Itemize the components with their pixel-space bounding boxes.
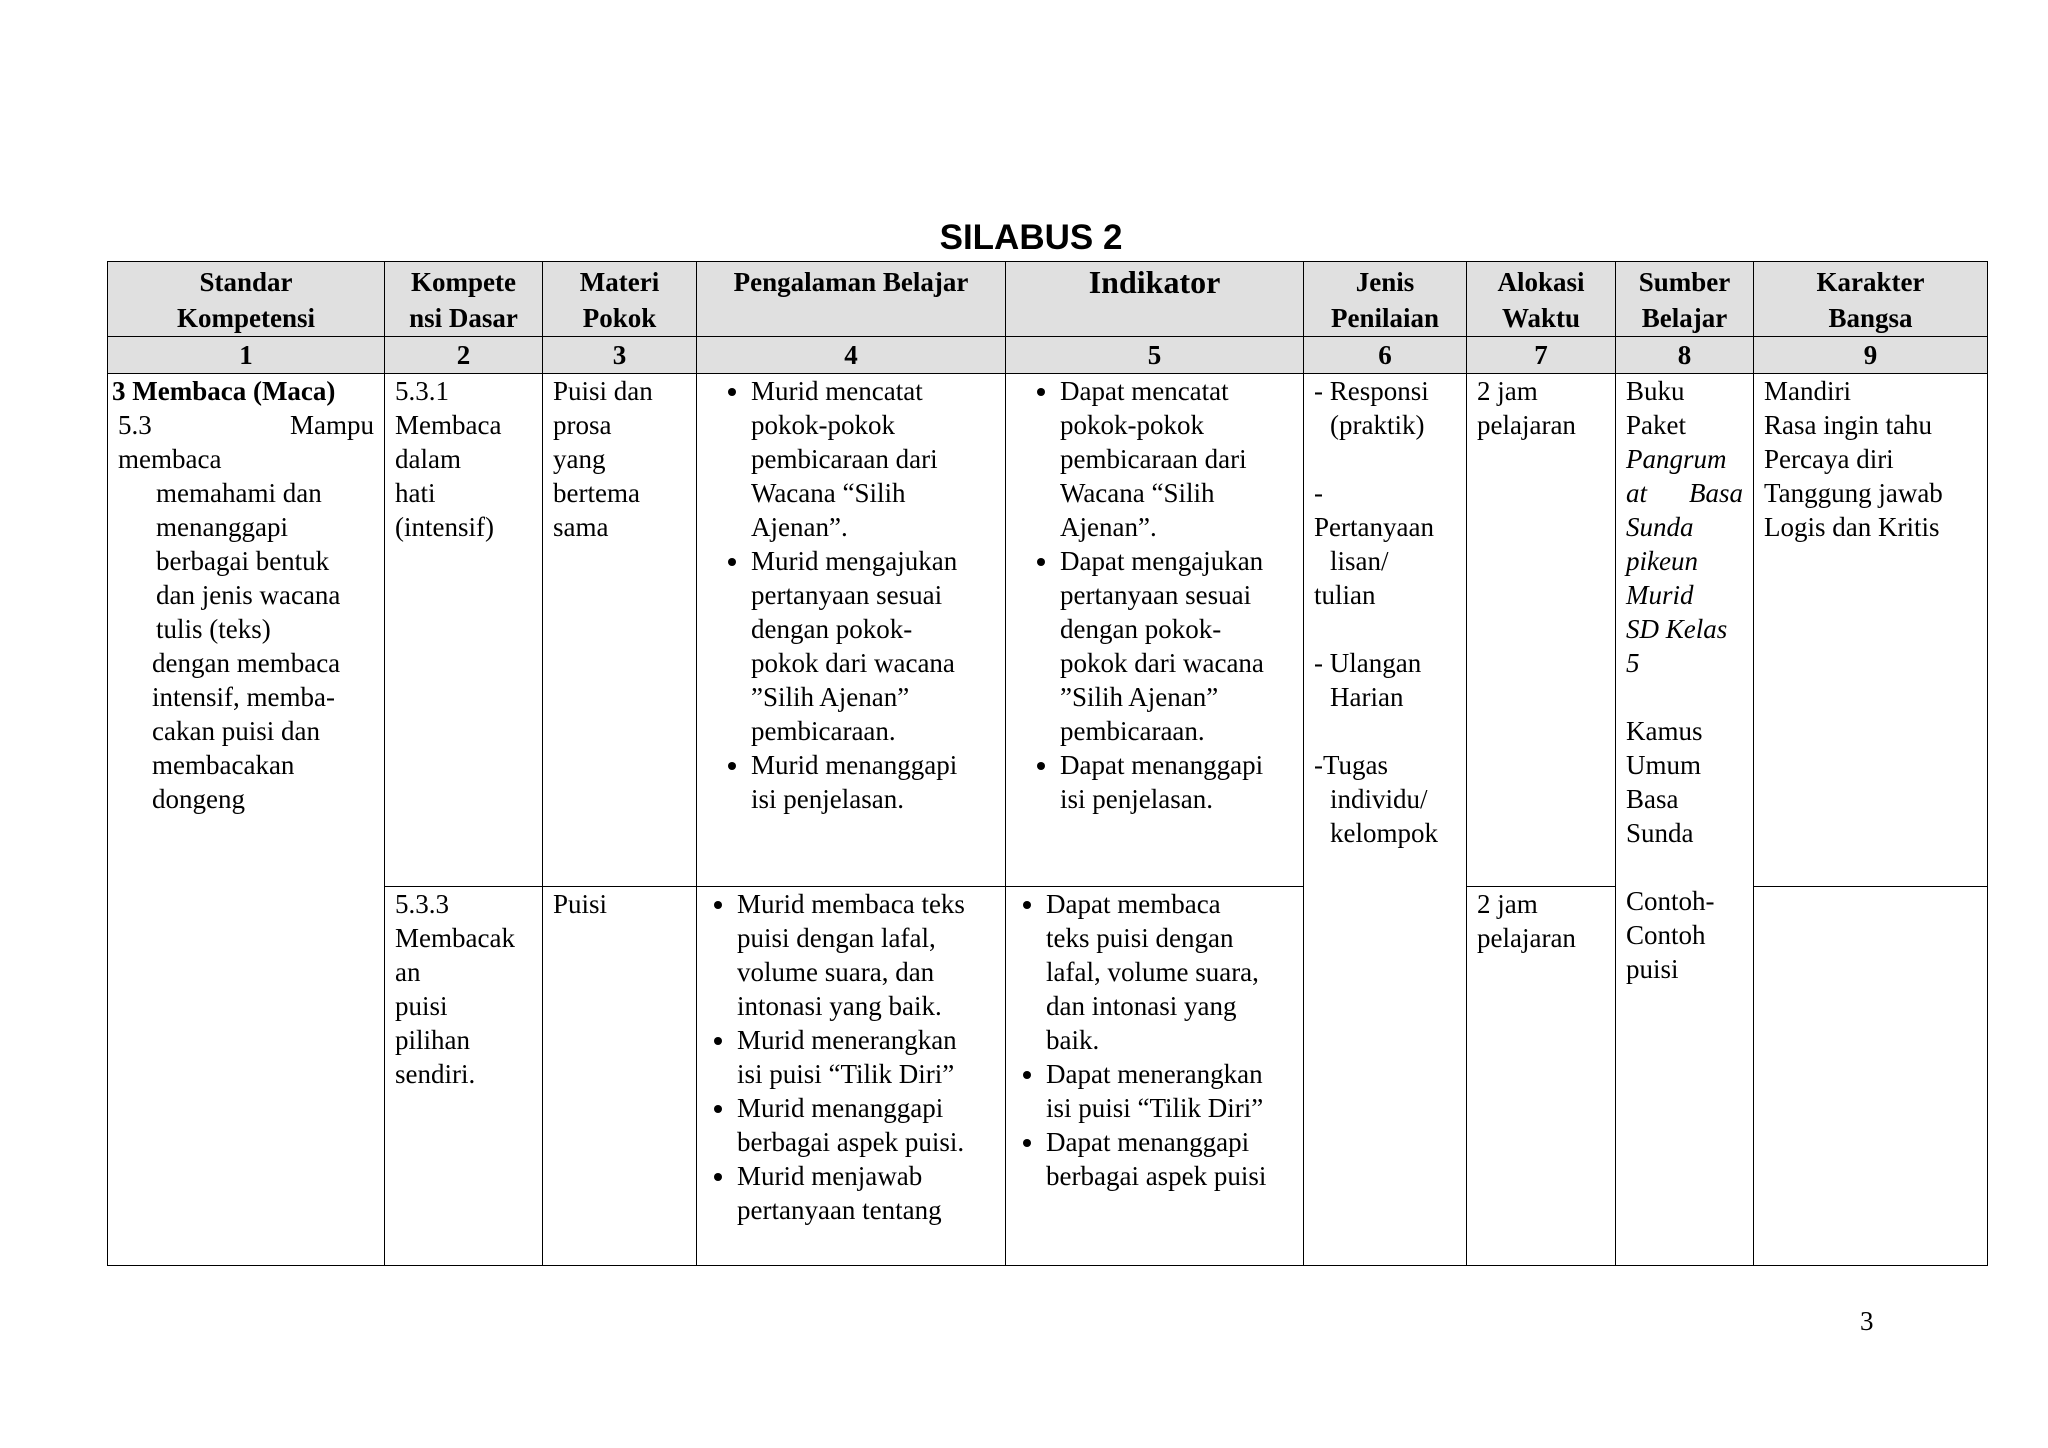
page-title: SILABUS 2	[939, 218, 1123, 257]
column-number: 6	[1304, 337, 1467, 374]
header-alokasi-waktu: Alokasi Waktu	[1467, 262, 1616, 337]
list-item: • Dapat mengajukan pertanyaan sesuai dengan pokok- pokok dari wacana ”Silih Ajenan” pembicaraan.	[1060, 544, 1293, 748]
pengalaman-belajar-cell	[697, 887, 1006, 1266]
indikator-cell	[1006, 887, 1304, 1266]
column-number: 1	[108, 337, 385, 374]
header-pengalaman-belajar: Pengalaman Belajar	[697, 262, 1006, 337]
list-item: • Murid mencatat pokok-pokok pembicaraan dari Wacana “Silih Ajenan”.	[751, 374, 995, 544]
column-number: 9	[1754, 337, 1988, 374]
list-item: • Murid menanggapi isi penjelasan.	[751, 748, 995, 816]
column-number: 2	[385, 337, 543, 374]
header-sumber-belajar: Sumber Belajar	[1616, 262, 1754, 337]
alokasi-waktu-cell: 2 jam pelajaran	[1467, 374, 1616, 887]
page-number: 3	[1860, 1306, 1874, 1336]
header-row	[108, 262, 1988, 337]
header-standar-kompetensi: Standar Kompetensi	[108, 262, 385, 337]
column-number-row	[108, 337, 1988, 374]
list-item: • Dapat membaca teks puisi dengan lafal, volume suara, dan intonasi yang baik.	[1046, 887, 1293, 1057]
kompetensi-dasar-cell: 5.3.1 Membaca dalam hati (intensif)	[385, 374, 543, 887]
standar-kompetensi-heading: 3 Membaca (Maca)	[112, 376, 336, 406]
materi-pokok-cell: Puisi	[543, 887, 697, 1266]
list-item: • Murid menanggapi berbagai aspek puisi.	[737, 1091, 995, 1159]
kompetensi-dasar-cell: 5.3.3 Membacak an puisi pilihan sendiri.	[385, 887, 543, 1266]
materi-pokok-cell: Puisi dan prosa yang bertema sama	[543, 374, 697, 887]
list-item: • Murid menjawab pertanyaan tentang	[737, 1159, 995, 1227]
column-number: 4	[697, 337, 1006, 374]
standar-kompetensi-cell: 3 Membaca (Maca) 5.3 Mampu membaca memahami dan menanggapi berbagai bentuk dan jenis wacana tulis (teks) dengan membaca intensif, memba- cakan puisi dan membacakan dongeng	[108, 374, 385, 1266]
column-number: 3	[543, 337, 697, 374]
column-number: 5	[1006, 337, 1304, 374]
karakter-bangsa-cell	[1754, 887, 1988, 1266]
header-jenis-penilaian: Jenis Penilaian	[1304, 262, 1467, 337]
header-materi-pokok: Materi Pokok	[543, 262, 697, 337]
list-item: • Dapat mencatat pokok-pokok pembicaraan dari Wacana “Silih Ajenan”.	[1060, 374, 1293, 544]
column-number: 7	[1467, 337, 1616, 374]
sumber-belajar-cell: Buku Paket Pangrum at Basa Sunda pikeun Murid SD Kelas 5 Kamus Umum Basa Sunda Contoh- Contoh puisi	[1616, 374, 1754, 1266]
header-karakter-bangsa: Karakter Bangsa	[1754, 262, 1988, 337]
pengalaman-belajar-cell	[697, 374, 1006, 887]
syllabus-table	[107, 261, 1988, 1266]
column-number: 8	[1616, 337, 1754, 374]
karakter-bangsa-cell: Mandiri Rasa ingin tahu Percaya diri Tanggung jawab Logis dan Kritis	[1754, 374, 1988, 887]
indikator-cell	[1006, 374, 1304, 887]
header-indikator: Indikator	[1006, 262, 1304, 337]
list-item: • Dapat menanggapi isi penjelasan.	[1060, 748, 1293, 816]
jenis-penilaian-cell: - Responsi (praktik) - Pertanyaan lisan/ tulian - Ulangan Harian -Tugas individu/ kelompok	[1304, 374, 1467, 1266]
header-kompetensi-dasar: Kompete nsi Dasar	[385, 262, 543, 337]
list-item: • Murid menerangkan isi puisi “Tilik Diri”	[737, 1023, 995, 1091]
list-item: • Dapat menerangkan isi puisi “Tilik Diri”	[1046, 1057, 1293, 1125]
list-item: • Murid membaca teks puisi dengan lafal, volume suara, dan intonasi yang baik.	[737, 887, 995, 1023]
list-item: • Murid mengajukan pertanyaan sesuai dengan pokok- pokok dari wacana ”Silih Ajenan” pembicaraan.	[751, 544, 995, 748]
list-item: • Dapat menanggapi berbagai aspek puisi	[1046, 1125, 1293, 1193]
alokasi-waktu-cell: 2 jam pelajaran	[1467, 887, 1616, 1266]
table-row	[108, 374, 1988, 887]
